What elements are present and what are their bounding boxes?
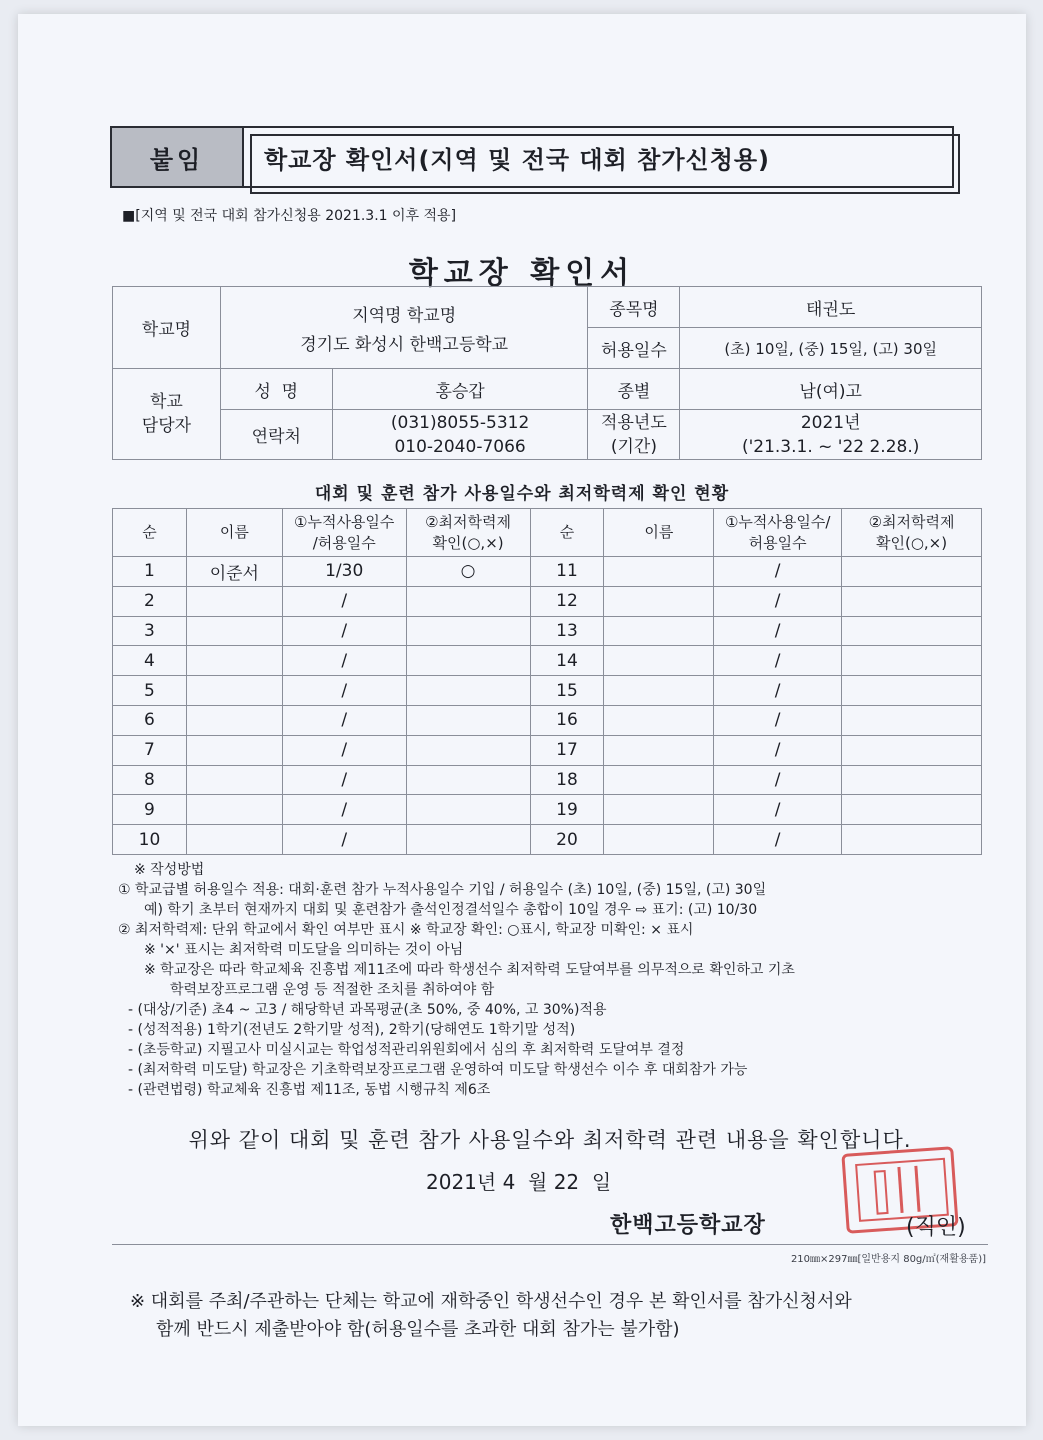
column-header: ②최저학력제 확인(○,×): [406, 509, 530, 557]
instruction-line: - (관련법령) 학교체육 진흥법 제11조, 동법 시행규칙 제6조: [128, 1082, 491, 1098]
table-cell-days: /: [282, 735, 406, 765]
table-cell-check: [406, 646, 530, 676]
school-value: 경기도 화성시 한백고등학교: [300, 334, 509, 355]
table-row: [113, 646, 982, 676]
divider: [112, 1244, 988, 1245]
instructions: [118, 860, 998, 1100]
paper-spec: 210㎜×297㎜[일반용지 80g/㎡(재활용품)]: [790, 1254, 986, 1265]
table-cell-name: [186, 586, 282, 616]
contact-value: [332, 410, 588, 460]
table-cell-name: [604, 765, 714, 795]
header-title: 학교장 확인서(지역 및 전국 대회 참가신청용): [264, 145, 771, 174]
instruction-line: ※ 학교장은 따라 학교체육 진흥법 제11조에 따라 학생선수 최저학력 도달여부를 의무적으로 확인하고 기초: [144, 962, 795, 978]
table-cell-check: [842, 795, 982, 825]
table-cell-days: /: [282, 646, 406, 676]
name-value: 홍승갑: [332, 369, 588, 410]
phone-1: (031)8055-5312: [390, 412, 530, 433]
table-cell-n: 11: [530, 557, 604, 587]
table-row: [113, 705, 982, 735]
table-cell-check: [406, 705, 530, 735]
name-label: 성 명: [220, 369, 332, 410]
table-header-row: [113, 509, 982, 557]
table-cell-days: /: [282, 586, 406, 616]
table-cell-name: [604, 795, 714, 825]
column-header: 순: [113, 509, 187, 557]
instruction-line: ② 최저학력제: 단위 학교에서 확인 여부만 표시 ※ 학교장 확인: ○표시, 학교장 미확인: × 표시: [118, 922, 694, 938]
table-cell-days: /: [714, 676, 842, 706]
table-cell-check: [406, 616, 530, 646]
table-cell-days: 1/30: [282, 557, 406, 587]
header-title-box: [242, 126, 954, 188]
table-cell-days: /: [282, 616, 406, 646]
table-cell-check: [842, 586, 982, 616]
applicability-notice: ■[지역 및 전국 대회 참가신청용 2021.3.1 이후 적용]: [122, 208, 457, 224]
table-cell-days: /: [714, 735, 842, 765]
column-header: 이름: [186, 509, 282, 557]
table-cell-days: /: [714, 586, 842, 616]
table-cell-n: 4: [113, 646, 187, 676]
allowed-days-value: (초) 10일, (중) 15일, (고) 30일: [680, 328, 982, 369]
table-cell-n: 5: [113, 676, 187, 706]
footer-note: [130, 1288, 1010, 1344]
table-cell-n: 14: [530, 646, 604, 676]
table-cell-check: [842, 705, 982, 735]
table-cell-name: [186, 735, 282, 765]
table-cell-name: [186, 616, 282, 646]
column-header: ①누적사용일수/ 허용일수: [714, 509, 842, 557]
principal-name: 한백고등학교장: [610, 1213, 766, 1238]
allowed-days-label: 허용일수: [588, 328, 680, 369]
table-cell-n: 6: [113, 705, 187, 735]
gender-value: 남(여)고: [680, 369, 982, 410]
attachment-badge: [110, 126, 244, 188]
info-table: [112, 286, 982, 460]
table-cell-check: [406, 795, 530, 825]
table-cell-check: ○: [406, 557, 530, 587]
table-cell-name: [604, 646, 714, 676]
instruction-line: ※ '×' 표시는 최저학력 미도달을 의미하는 것이 아님: [144, 942, 464, 958]
table-cell-check: [842, 735, 982, 765]
section-title: 대회 및 훈련 참가 사용일수와 최저학력제 확인 현황: [314, 484, 730, 504]
table-cell-n: 2: [113, 586, 187, 616]
table-cell-name: [186, 705, 282, 735]
table-cell-days: /: [714, 557, 842, 587]
table-cell-name: [186, 795, 282, 825]
contact-label: 연락처: [220, 410, 332, 460]
confirmation-statement: 위와 같이 대회 및 훈련 참가 사용일수와 최저학력 관련 내용을 확인합니다.: [188, 1128, 912, 1152]
sport-value: 태권도: [680, 287, 982, 328]
table-cell-check: [406, 765, 530, 795]
table-row: [113, 616, 982, 646]
table-cell-name: [186, 646, 282, 676]
footer-line: ※ 대회를 주최/주관하는 단체는 학교에 재학중인 학생선수인 경우 본 확인서를 참가신청서와: [130, 1291, 852, 1312]
table-cell-days: /: [282, 705, 406, 735]
table-cell-days: /: [282, 825, 406, 855]
table-cell-check: [406, 676, 530, 706]
table-cell-check: [842, 825, 982, 855]
table-cell-name: [186, 676, 282, 706]
table-cell-name: [186, 765, 282, 795]
year-value-cell: [680, 410, 982, 460]
table-cell-n: 3: [113, 616, 187, 646]
table-cell-check: [842, 646, 982, 676]
column-header: ①누적사용일수 /허용일수: [282, 509, 406, 557]
table-cell-n: 18: [530, 765, 604, 795]
table-cell-n: 10: [113, 825, 187, 855]
table-cell-name: 이준서: [186, 557, 282, 587]
instruction-line: 학력보장프로그램 운영 등 적절한 조치를 취하여야 함: [170, 982, 495, 998]
table-cell-n: 7: [113, 735, 187, 765]
table-cell-n: 9: [113, 795, 187, 825]
document-title: 학교장 확인서: [408, 256, 636, 291]
instruction-line: ① 학교급별 허용일수 적용: 대회·훈련 참가 누적사용일수 기입 / 허용일수 (초) 10일, (중) 15일, (고) 30일: [118, 882, 767, 898]
phone-2: 010-2040-7066: [394, 436, 526, 457]
school-label: 학교명: [113, 287, 221, 369]
footer-line: 함께 반드시 제출받아야 함(허용일수를 초과한 대회 참가는 불가함): [156, 1319, 680, 1340]
table-row: [113, 557, 982, 587]
table-cell-check: [842, 676, 982, 706]
table-cell-days: /: [714, 705, 842, 735]
table-cell-n: 20: [530, 825, 604, 855]
table-cell-check: [406, 735, 530, 765]
table-cell-days: /: [282, 676, 406, 706]
table-cell-n: 1: [113, 557, 187, 587]
instruction-line: 예) 학기 초부터 현재까지 대회 및 훈련참가 출석인정결석일수 총합이 10일 경우 ⇨ 표기: (고) 10/30: [144, 902, 758, 918]
table-cell-days: /: [714, 646, 842, 676]
table-cell-days: /: [714, 825, 842, 855]
seal-label: (직인): [906, 1215, 966, 1240]
table-cell-days: /: [714, 616, 842, 646]
table-cell-check: [406, 586, 530, 616]
table-cell-name: [604, 586, 714, 616]
attachment-badge-label: 붙임: [149, 145, 205, 174]
issue-date: 2021년 4 월 22 일: [426, 1170, 612, 1194]
table-cell-n: 17: [530, 735, 604, 765]
table-cell-n: 19: [530, 795, 604, 825]
table-cell-check: [842, 557, 982, 587]
table-cell-check: [842, 616, 982, 646]
year-value: 2021년: [800, 412, 861, 433]
year-label-cell: [588, 410, 680, 460]
instruction-line: - (초등학교) 지필고사 미실시교는 학업성적관리위원회에서 심의 후 최저학력 도달여부 결정: [128, 1042, 685, 1058]
instruction-line: - (대상/기준) 초4 ~ 고3 / 해당학년 과목평균(초 50%, 중 40%, 고 30%)적용: [128, 1002, 607, 1018]
table-cell-n: 8: [113, 765, 187, 795]
table-row: [113, 765, 982, 795]
gender-label: 종별: [588, 369, 680, 410]
table-cell-n: 16: [530, 705, 604, 735]
table-cell-days: /: [282, 795, 406, 825]
table-cell-n: 12: [530, 586, 604, 616]
table-row: [113, 676, 982, 706]
year-sub: (기간): [610, 436, 657, 457]
table-cell-n: 13: [530, 616, 604, 646]
table-row: [113, 586, 982, 616]
table-cell-name: [186, 825, 282, 855]
sport-label: 종목명: [588, 287, 680, 328]
table-cell-name: [604, 735, 714, 765]
year-range: ('21.3.1. ~ '22 2.28.): [741, 436, 920, 457]
school-caption: 지역명 학교명: [352, 305, 457, 326]
document-page: [18, 14, 1026, 1426]
table-row: [113, 825, 982, 855]
year-label: 적용년도: [601, 412, 667, 433]
instruction-line: - (최저학력 미도달) 학교장은 기초학력보장프로그램 운영하여 미도달 학생선수 이수 후 대회참가 가능: [128, 1062, 748, 1078]
instructions-heading: ※ 작성방법: [134, 862, 205, 878]
table-cell-name: [604, 705, 714, 735]
column-header: 순: [530, 509, 604, 557]
table-cell-check: [406, 825, 530, 855]
column-header: 이름: [604, 509, 714, 557]
table-cell-name: [604, 825, 714, 855]
table-cell-name: [604, 557, 714, 587]
table-cell-days: /: [282, 765, 406, 795]
table-cell-name: [604, 616, 714, 646]
status-table: [112, 508, 982, 855]
manager-label: 학교 담당자: [113, 369, 221, 460]
table-cell-check: [842, 765, 982, 795]
table-cell-days: /: [714, 795, 842, 825]
column-header: ②최저학력제 확인(○,×): [842, 509, 982, 557]
table-cell-name: [604, 676, 714, 706]
school-cell: [220, 287, 588, 369]
table-row: [113, 795, 982, 825]
instruction-line: - (성적적용) 1학기(전년도 2학기말 성적), 2학기(당해연도 1학기말 성적): [128, 1022, 576, 1038]
table-cell-days: /: [714, 765, 842, 795]
table-cell-n: 15: [530, 676, 604, 706]
table-row: [113, 735, 982, 765]
